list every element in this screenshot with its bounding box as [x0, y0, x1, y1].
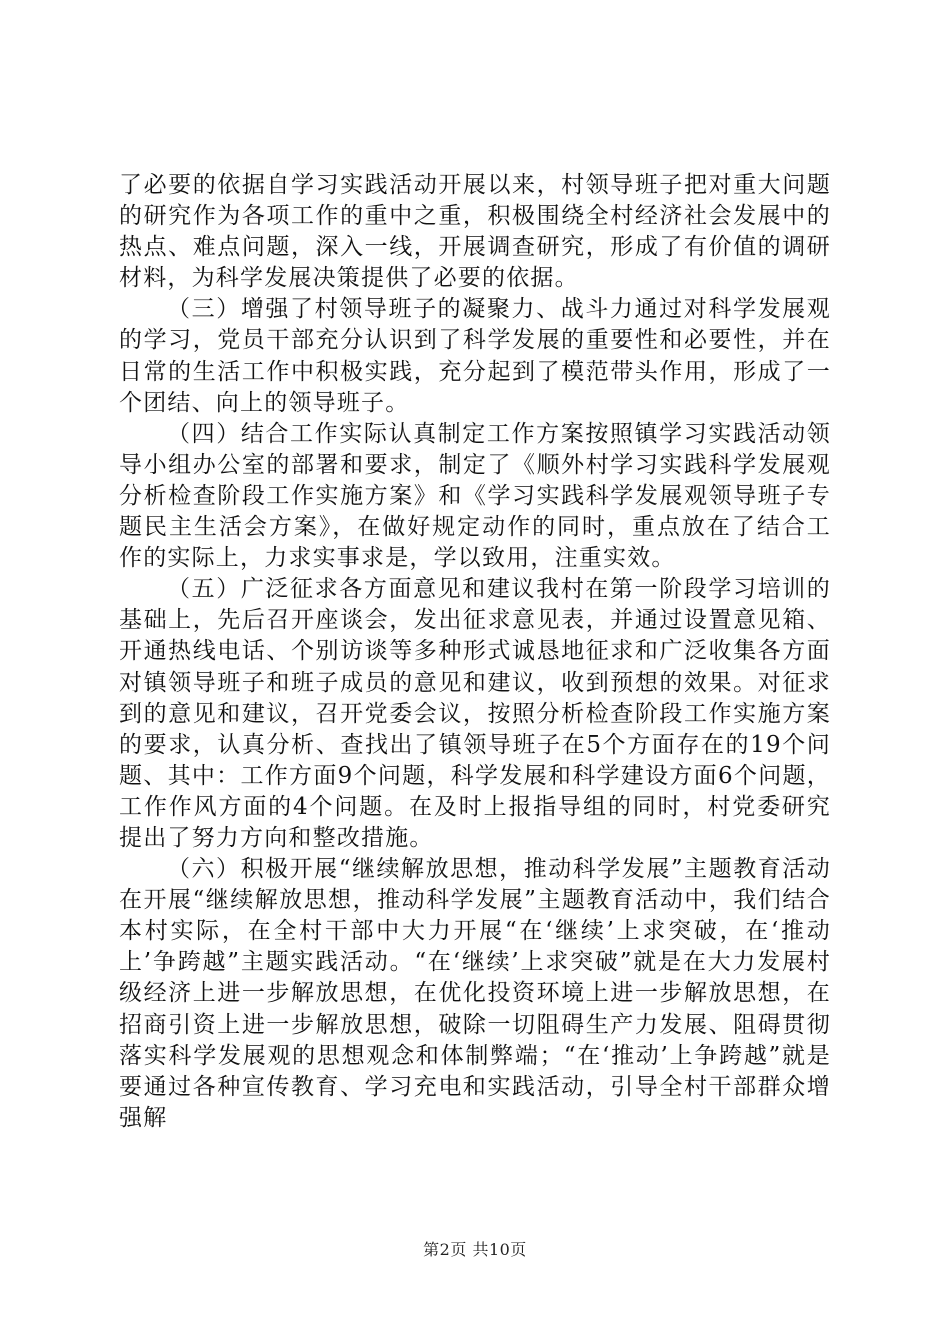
page-footer: 第2页 共10页	[423, 1240, 527, 1259]
paragraph-section-5: （五）广泛征求各方面意见和建议我村在第一阶段学习培训的基础上，先后召开座谈会，发出征求意见表，并通过设置意见箱、开通热线电话、个别访谈等多种形式诚恳地征求和广泛收集各方面对镇领导班子和班子成员的意见和建议，收到预想的效果。对征求到的意见和建议，召开党委会议，按照分析检查阶段工作实施方案的要求，认真分析、查找出了镇领导班子在5个方面存在的19个问题、其中：工作方面9个问题，科学发展和科学建设方面6个问题，工作作风方面的4个问题。在及时上报指导组的同时，村党委研究提出了努力方向和整改措施。	[119, 576, 831, 851]
paragraph-continuation: 了必要的依据自学习实践活动开展以来，村领导班子把对重大问题的研究作为各项工作的重中之重，积极围绕全村经济社会发展中的热点、难点问题，深入一线，开展调查研究，形成了有价值的调研材料，为科学发展决策提供了必要的依据。	[119, 172, 831, 292]
document-body	[119, 170, 831, 1134]
paragraph-section-6: （六）积极开展“继续解放思想，推动科学发展”主题教育活动在开展“继续解放思想，推动科学发展”主题教育活动中，我们结合本村实际，在全村干部中大力开展“在‘继续’上求突破，在‘推动上’争跨越”主题实践活动。“在‘继续’上求突破”就是在大力发展村级经济上进一步解放思想，在优化投资环境上进一步解放思想，在招商引资上进一步解放思想，破除一切阻碍生产力发展、阻碍贯彻落实科学发展观的思想观念和体制弊端；“在‘推动’上争跨越”就是要通过各种宣传教育、学习充电和实践活动，引导全村干部群众增强解	[119, 856, 831, 1131]
paragraph-section-4: （四）结合工作实际认真制定工作方案按照镇学习实践活动领导小组办公室的部署和要求，制定了《顺外村学习实践科学发展观分析检查阶段工作实施方案》和《学习实践科学发展观领导班子专题民主生活会方案》，在做好规定动作的同时，重点放在了结合工作的实际上，力求实事求是，学以致用，注重实效。	[119, 420, 831, 572]
paragraph-section-3: （三）增强了村领导班子的凝聚力、战斗力通过对科学发展观的学习，党员干部充分认识到了科学发展的重要性和必要性，并在日常的生活工作中积极实践，充分起到了模范带头作用，形成了一个团结、向上的领导班子。	[119, 296, 831, 416]
